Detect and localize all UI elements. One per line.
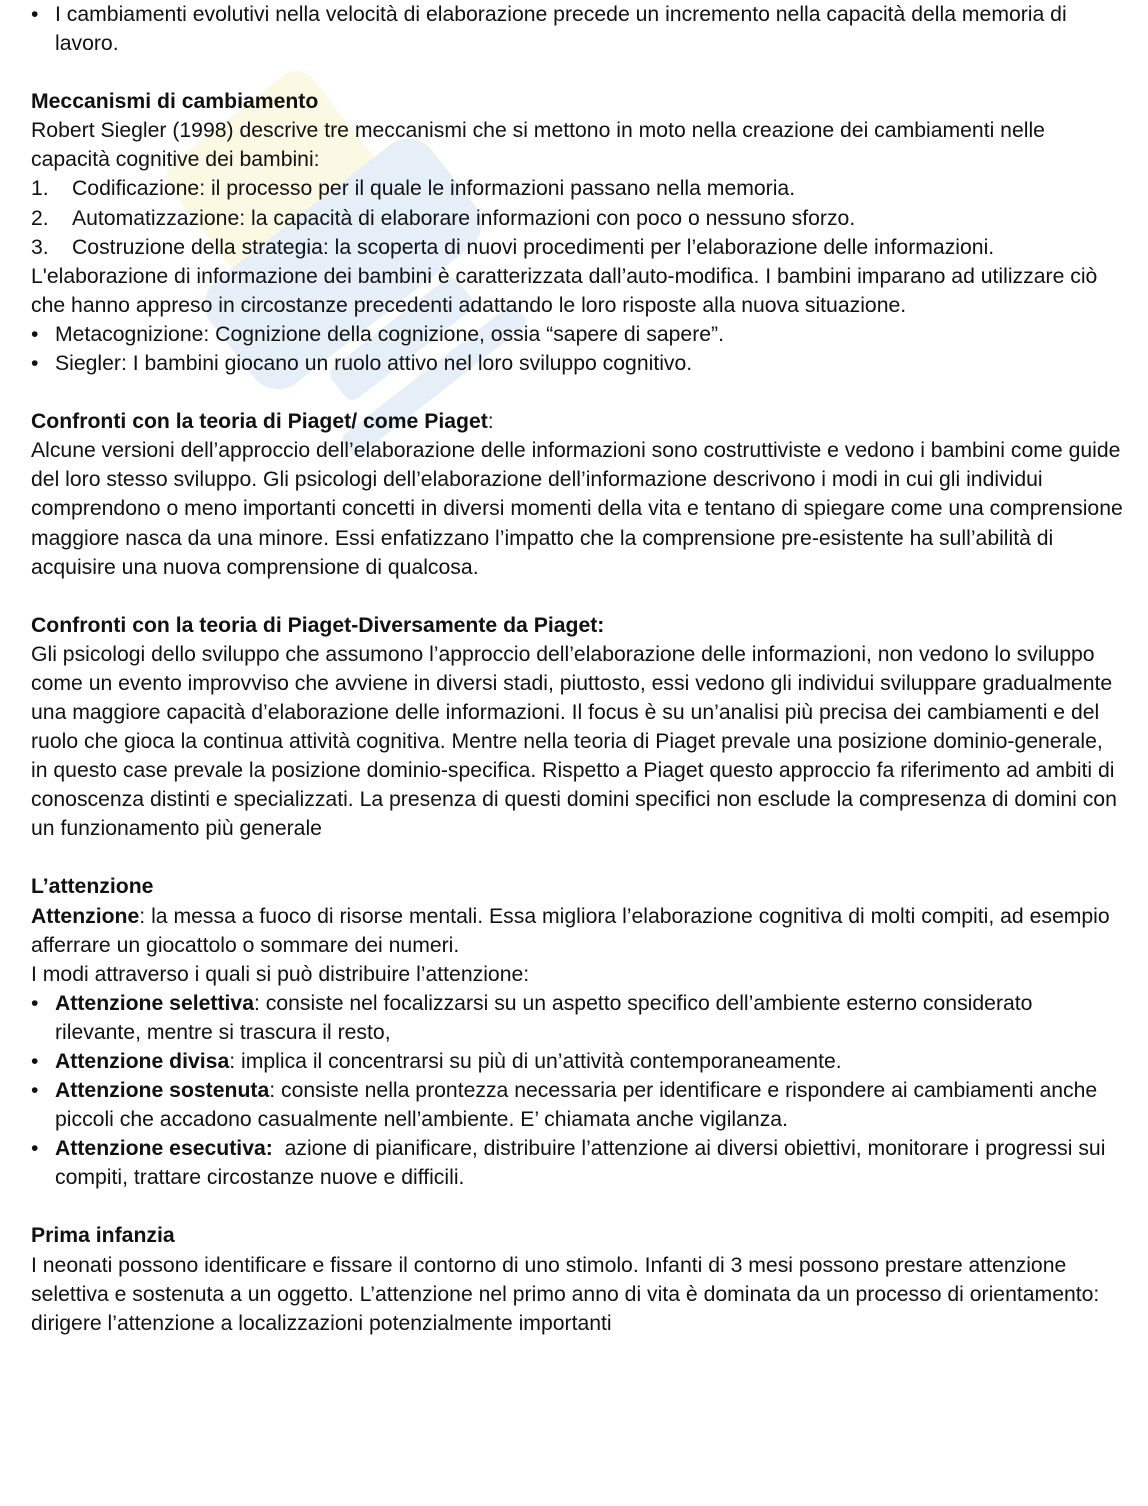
attention-heading: L’attenzione xyxy=(31,875,154,899)
mechanisms-intro: Robert Siegler (1998) descrive tre meccanismi che si mettono in moto nella creazione dei cambiamenti nelle capacità cognitive dei bambini: xyxy=(31,119,1045,172)
type-term: Attenzione esecutiva: xyxy=(55,1137,273,1161)
definition-term: Attenzione xyxy=(31,904,140,928)
infancy-heading: Prima infanzia xyxy=(31,1224,175,1248)
type-text: azione di pianificare, distribuire l’attenzione ai diversi obiettivi, monitorare i progressi sui compiti, trattare circostanze nuove e difficili. xyxy=(55,1137,1112,1190)
definition-text: : la messa a fuoco di risorse mentali. Essa migliora l’elaborazione cognitiva di molti compiti, ad esempio afferrare un giocattolo o sommare dei numeri. xyxy=(31,904,1110,957)
mechanisms-paragraph: L'elaborazione di informazione dei bambini è caratterizzata dall’auto-modifica. I bambini imparano ad utilizzare ciò che hanno appreso in circostanze precedenti adattando le loro risposte alla nuova situazione. xyxy=(31,264,1098,317)
compare-unlike-body: Gli psicologi dello sviluppo che assumono l’approccio dell’elaborazione delle informazioni, non vedono lo sviluppo come un evento improvviso che avviene in diversi stadi, piuttosto, essi vedono gli individui sviluppare gradualmente una maggiore capacità d’elaborazione delle informazioni. Il focus è su un’analisi più precisa dei cambiamenti e del ruolo che gioca la continua attività cognitiva. Mentre nella teoria di Piaget prevale una posizione dominio-generale, in questo case prevale la posizione dominio-specifica. Rispetto a Piaget questo approccio fa riferimento ad ambiti di conoscenza distinti e specializzati. La presenza di questi domini specifici non esclude la compresenza di domini con un funzionamento più generale xyxy=(31,642,1117,841)
list-text: Codificazione: il processo per il quale le informazioni passano nella memoria. xyxy=(72,177,796,201)
compare-unlike-heading: Confronti con la teoria di Piaget-Diversamente da Piaget: xyxy=(31,613,605,637)
list-number: 1. xyxy=(31,177,49,201)
list-number: 2. xyxy=(31,206,49,230)
mechanism-item-2 xyxy=(31,204,1124,233)
mechanism-item-1 xyxy=(31,174,1124,203)
attention-definition xyxy=(31,902,1124,960)
attention-type-sustained xyxy=(31,1076,1124,1134)
attention-modes-intro: I modi attraverso i quali si può distribuire l’attenzione: xyxy=(31,962,530,986)
type-text: : implica il concentrarsi su più di un’attività contemporaneamente. xyxy=(229,1050,842,1073)
type-term: Attenzione selettiva xyxy=(55,991,254,1015)
list-text: Costruzione della strategia: la scoperta di nuovi procedimenti per l’elaborazione delle informazioni. xyxy=(72,235,995,259)
attention-type-executive xyxy=(31,1134,1124,1192)
type-text: : consiste nel focalizzarsi su un aspetto specifico dell’ambiente esterno considerato rilevante, mentre si trascura il resto, xyxy=(55,991,1033,1044)
list-number: 3. xyxy=(31,235,49,259)
infancy-body: I neonati possono identificare e fissare il contorno di uno stimolo. Infanti di 3 mesi possono prestare attenzione selettiva e sostenuta a un oggetto. L’attenzione nel primo anno di vita è dominata da un processo di orientamento: dirigere l’attenzione a localizzazioni potenzialmente importanti xyxy=(31,1253,1100,1335)
heading-colon: : xyxy=(487,410,494,434)
metacognition-bullet: • Metacognizione: Cognizione della cognizione, ossia “sapere di sapere”. xyxy=(31,320,1124,349)
compare-like-heading-line xyxy=(31,407,1124,436)
list-text: Automatizzazione: la capacità di elaborare informazioni con poco o nessuno sforzo. xyxy=(72,206,856,230)
attention-type-selective xyxy=(31,989,1124,1047)
type-text: : consiste nella prontezza necessaria per identificare e rispondere ai cambiamenti anche piccoli che accadono casualmente nell’ambiente. E’ chiamata anche vigilanza. xyxy=(55,1079,1098,1132)
intro-bullet: • I cambiamenti evolutivi nella velocità di elaborazione precede un incremento nella capacità della memoria di lavoro. xyxy=(31,0,1124,58)
attention-type-divided xyxy=(31,1047,1124,1076)
compare-like-heading: Confronti con la teoria di Piaget/ come Piaget xyxy=(31,410,488,434)
mechanisms-heading: Meccanismi di cambiamento xyxy=(31,90,319,114)
siegler-bullet: • Siegler: I bambini giocano un ruolo attivo nel loro sviluppo cognitivo. xyxy=(31,349,1124,378)
type-term: Attenzione sostenuta xyxy=(55,1079,270,1103)
type-term: Attenzione divisa xyxy=(55,1050,230,1073)
compare-like-body: Alcune versioni dell’approccio dell’elaborazione delle informazioni sono costruttiviste e vedono i bambini come guide del loro stesso sviluppo. Gli psicologi dell’elaborazione dell’informazione descrivono i modi in cui gli individui comprendono o meno importanti concetti in diversi momenti della vita e tentano di spiegare come una comprensione maggiore nasca da una minore. Essi enfatizzano l’impatto che la comprensione pre-esistente ha sull’abilità di acquisire una nuova comprensione di qualcosa. xyxy=(31,439,1123,579)
mechanism-item-3 xyxy=(31,233,1124,262)
